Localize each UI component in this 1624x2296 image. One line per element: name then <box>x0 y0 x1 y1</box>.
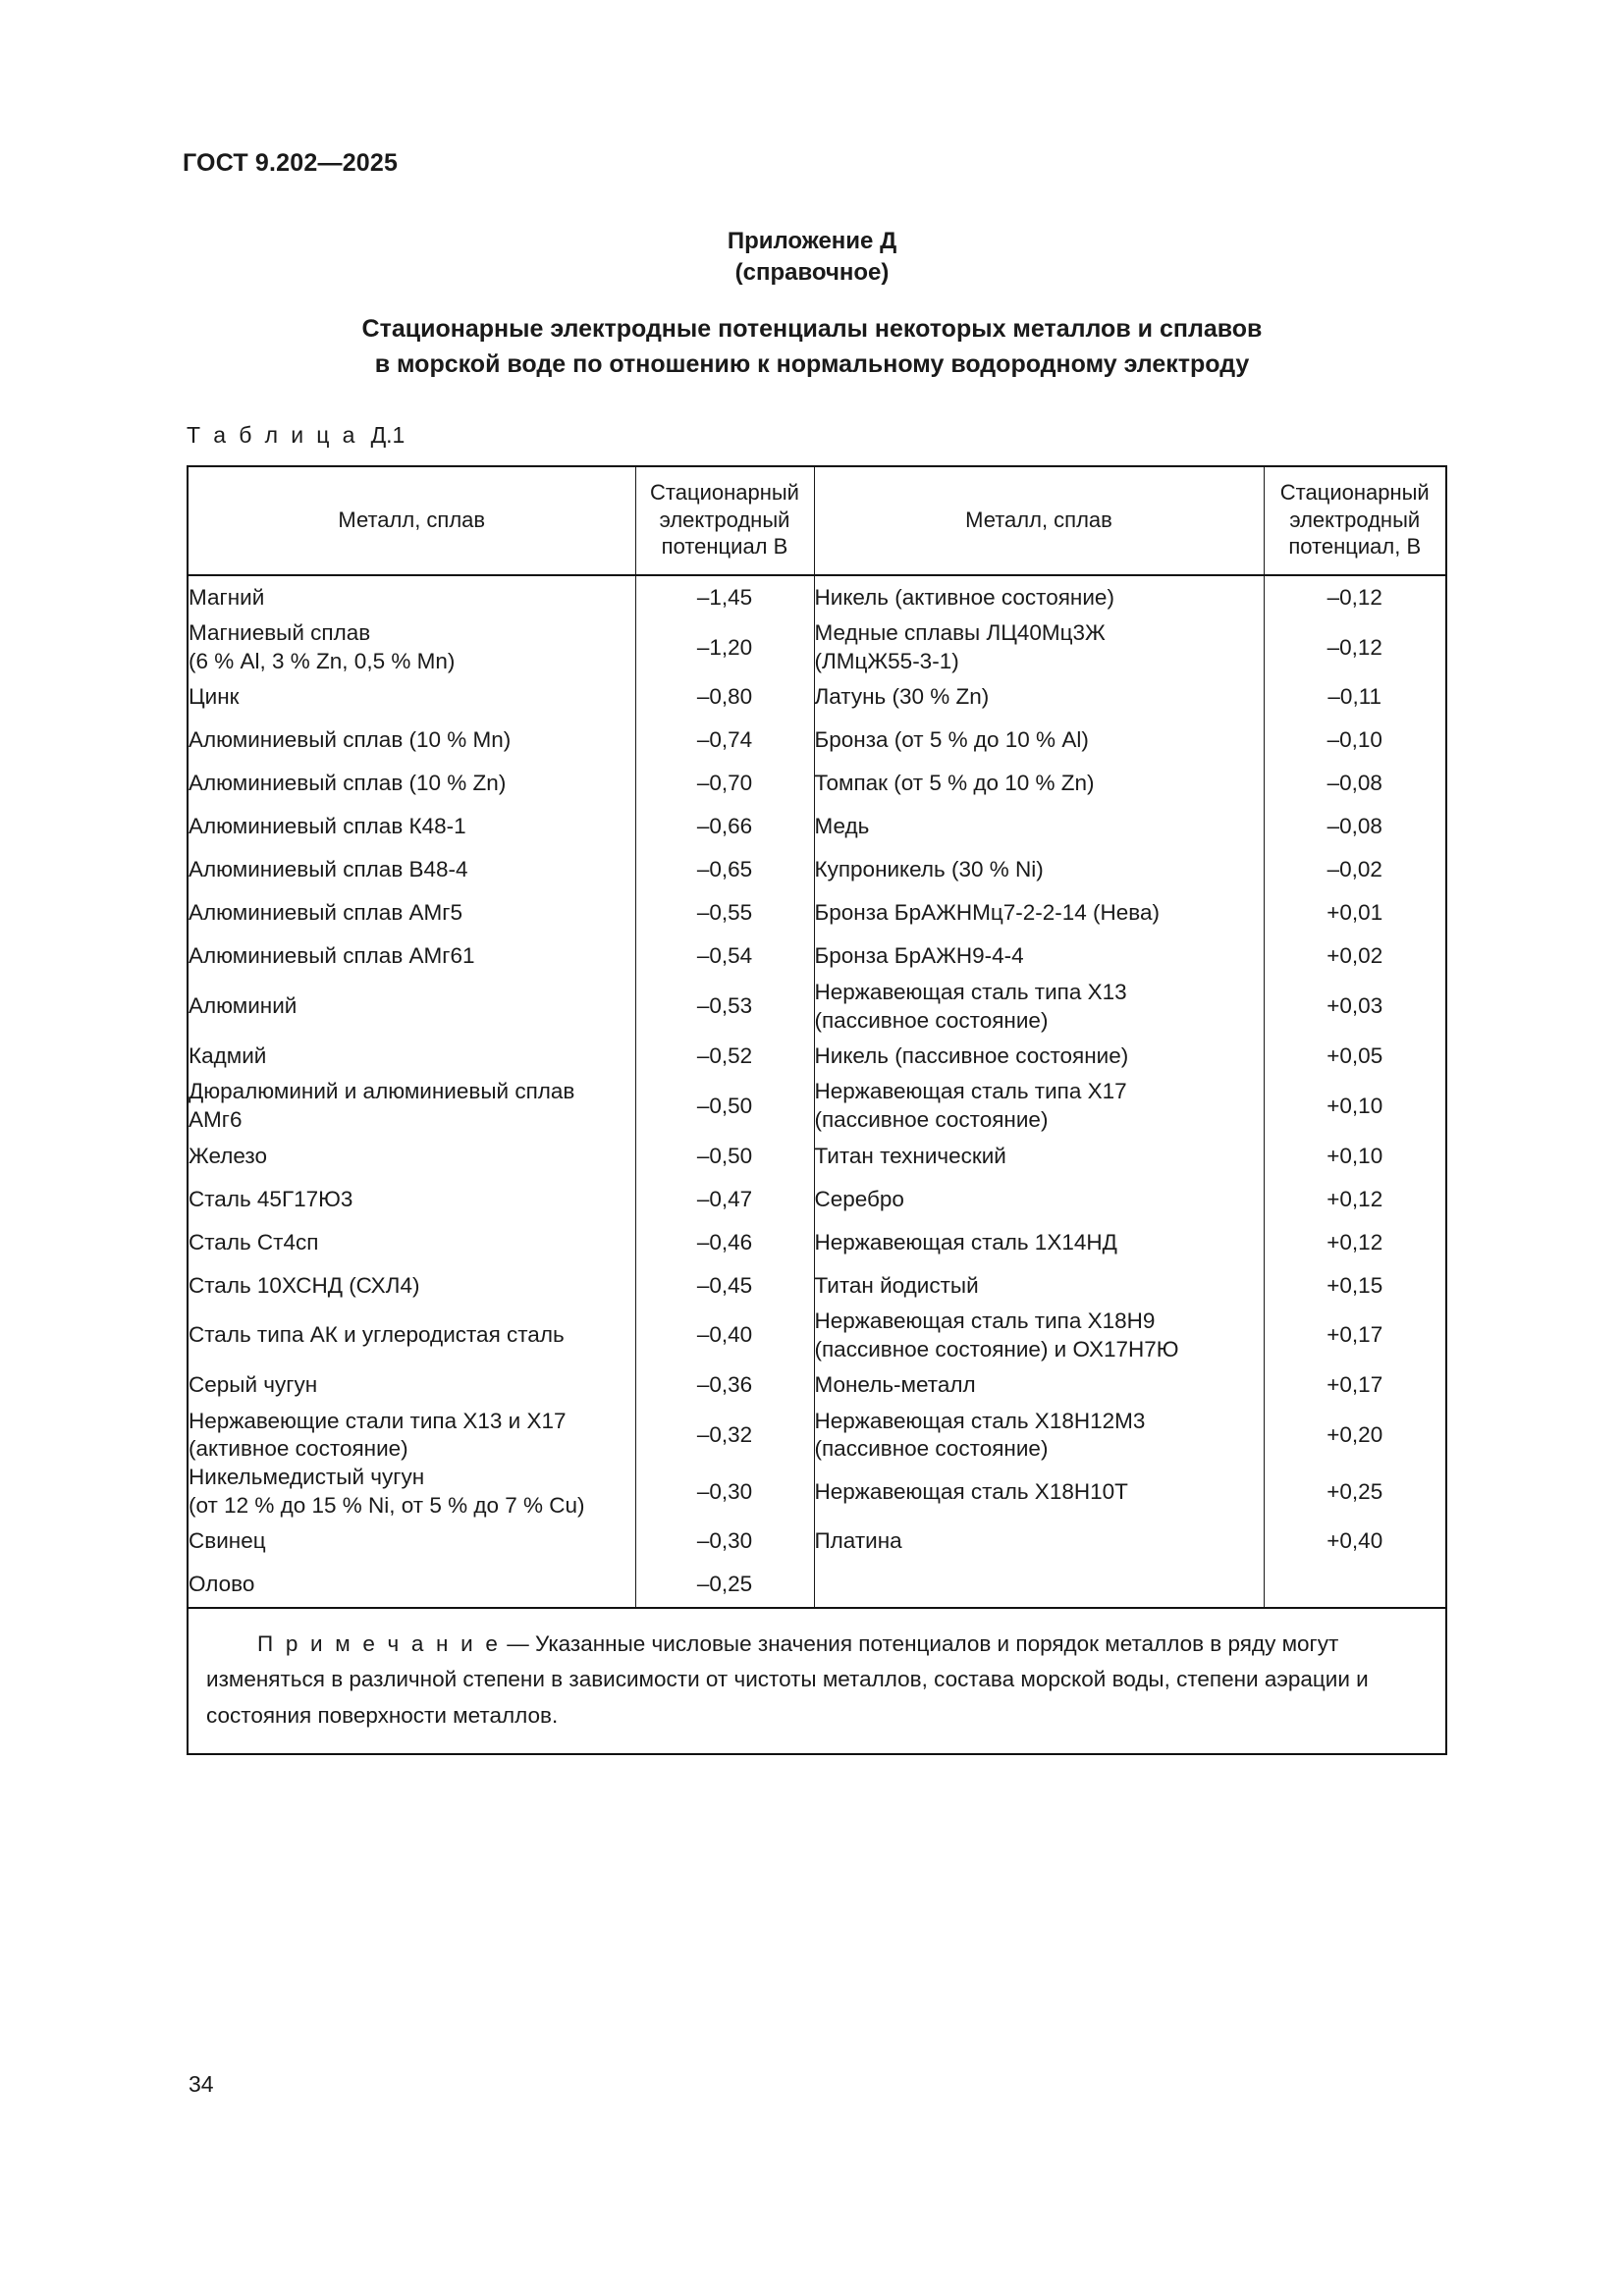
note-label: П р и м е ч а н и е <box>257 1630 502 1656</box>
cell-metal-left: Сталь 45Г17Ю3 <box>188 1178 635 1221</box>
cell-potential-left: –0,47 <box>635 1178 814 1221</box>
cell-potential-left: –1,20 <box>635 619 814 676</box>
header-potential-left-l3: потенциал В <box>661 534 788 560</box>
cell-potential-right: +0,10 <box>1264 1135 1446 1178</box>
cell-potential-left: –0,25 <box>635 1564 814 1608</box>
cell-potential-left: –0,55 <box>635 892 814 935</box>
page-title-line-2: в морской воде по отношению к нормальному водородному электроду <box>374 349 1250 378</box>
table-note-cell <box>188 1608 1446 1754</box>
cell-metal-left: Кадмий <box>188 1035 635 1078</box>
cell-metal-left: Свинец <box>188 1521 635 1564</box>
table-row <box>188 1078 1446 1135</box>
cell-metal-right: Медь <box>814 806 1264 849</box>
table-row <box>188 1178 1446 1221</box>
header-potential-right-l3: потенциал, В <box>1288 534 1422 560</box>
cell-potential-right: +0,01 <box>1264 892 1446 935</box>
cell-metal-right: Нержавеющая сталь Х18Н10Т <box>814 1464 1264 1521</box>
table-row <box>188 1408 1446 1465</box>
cell-potential-right: –0,08 <box>1264 763 1446 806</box>
cell-potential-left: –0,74 <box>635 720 814 763</box>
cell-potential-right: +0,17 <box>1264 1364 1446 1408</box>
cell-potential-right: –0,12 <box>1264 619 1446 676</box>
table-row <box>188 1564 1446 1608</box>
cell-potential-left: –0,66 <box>635 806 814 849</box>
table-row <box>188 1035 1446 1078</box>
cell-metal-left: Олово <box>188 1564 635 1608</box>
table-row <box>188 619 1446 676</box>
cell-potential-left: –0,52 <box>635 1035 814 1078</box>
cell-metal-right: Нержавеющая сталь Х18Н12М3 (пассивное состояние) <box>814 1408 1264 1465</box>
cell-potential-right: –0,11 <box>1264 676 1446 720</box>
cell-potential-right: +0,03 <box>1264 979 1446 1036</box>
cell-potential-left: –0,46 <box>635 1221 814 1264</box>
cell-potential-right: –0,08 <box>1264 806 1446 849</box>
cell-potential-right: +0,12 <box>1264 1178 1446 1221</box>
cell-metal-left: Алюминиевый сплав (10 % Zn) <box>188 763 635 806</box>
annex-label: Приложение Д <box>727 228 897 254</box>
cell-metal-left: Алюминиевый сплав (10 % Mn) <box>188 720 635 763</box>
cell-potential-left: –0,30 <box>635 1464 814 1521</box>
page-number: 34 <box>189 2071 214 2097</box>
cell-metal-right: Купроникель (30 % Ni) <box>814 849 1264 892</box>
cell-metal-right: Латунь (30 % Zn) <box>814 676 1264 720</box>
cell-potential-left: –0,30 <box>635 1521 814 1564</box>
cell-metal-right: Нержавеющая сталь 1Х14НД <box>814 1221 1264 1264</box>
cell-potential-right: –0,12 <box>1264 575 1446 619</box>
cell-metal-left: Сталь типа АК и углеродистая сталь <box>188 1308 635 1364</box>
cell-potential-left: –0,36 <box>635 1364 814 1408</box>
cell-potential-left: –0,54 <box>635 935 814 979</box>
cell-metal-left: Серый чугун <box>188 1364 635 1408</box>
note-text: — Указанные числовые значения потенциалов и порядок металлов в ряду могут изменяться в различной степени в зависимости от чистоты металлов, состава морской воды, степени аэрации и состояния поверхности металлов. <box>206 1630 1369 1728</box>
cell-metal-left: Железо <box>188 1135 635 1178</box>
table-caption-word: Т а б л и ц а <box>187 422 358 448</box>
header-potential-left-l1: Стационарный <box>650 480 799 505</box>
cell-metal-right: Медные сплавы ЛЦ40Мц3Ж (ЛМцЖ55-3-1) <box>814 619 1264 676</box>
cell-potential-left: –0,32 <box>635 1408 814 1465</box>
table-row <box>188 892 1446 935</box>
cell-potential-right: –0,02 <box>1264 849 1446 892</box>
table-row <box>188 1308 1446 1364</box>
cell-potential-left: –0,53 <box>635 979 814 1036</box>
running-head: ГОСТ 9.202—2025 <box>183 149 399 177</box>
table-note-body <box>188 1608 1446 1754</box>
cell-metal-left: Магниевый сплав (6 % Al, 3 % Zn, 0,5 % Mn) <box>188 619 635 676</box>
table-row <box>188 979 1446 1036</box>
cell-potential-left: –0,50 <box>635 1078 814 1135</box>
table-caption <box>187 422 405 449</box>
table-row <box>188 575 1446 619</box>
table-row <box>188 1221 1446 1264</box>
cell-metal-right: Никель (активное состояние) <box>814 575 1264 619</box>
cell-potential-right: +0,15 <box>1264 1264 1446 1308</box>
cell-potential-right: +0,40 <box>1264 1521 1446 1564</box>
cell-metal-left: Алюминиевый сплав АМг61 <box>188 935 635 979</box>
header-potential-right-l1: Стационарный <box>1279 480 1430 505</box>
cell-metal-right: Титан йодистый <box>814 1264 1264 1308</box>
page-title-line-1: Стационарные электродные потенциалы некоторых металлов и сплавов <box>361 315 1263 343</box>
cell-metal-left: Магний <box>188 575 635 619</box>
cell-potential-left: –0,80 <box>635 676 814 720</box>
table-d1-wrapper <box>187 465 1445 1755</box>
cell-potential-left: –0,45 <box>635 1264 814 1308</box>
table-d1 <box>187 465 1447 1755</box>
cell-metal-right: Бронза БрАЖН9-4-4 <box>814 935 1264 979</box>
cell-metal-right: Платина <box>814 1521 1264 1564</box>
cell-metal-right: Бронза БрАЖНМц7-2-2-14 (Нева) <box>814 892 1264 935</box>
table-row <box>188 1264 1446 1308</box>
header-potential-left-l2: электродный <box>659 507 790 532</box>
cell-metal-left: Алюминиевый сплав В48-4 <box>188 849 635 892</box>
cell-metal-left: Нержавеющие стали типа Х13 и Х17 (активное состояние) <box>188 1408 635 1465</box>
table-row <box>188 1521 1446 1564</box>
header-metal-right: Металл, сплав <box>814 466 1264 575</box>
table-row <box>188 676 1446 720</box>
header-metal-left: Металл, сплав <box>188 466 635 575</box>
cell-metal-right: Серебро <box>814 1178 1264 1221</box>
table-row <box>188 1464 1446 1521</box>
cell-metal-left: Цинк <box>188 676 635 720</box>
table-row <box>188 806 1446 849</box>
table-row <box>188 935 1446 979</box>
header-potential-right-l2: электродный <box>1289 507 1421 532</box>
cell-metal-left: Сталь Ст4сп <box>188 1221 635 1264</box>
cell-potential-left: –0,65 <box>635 849 814 892</box>
table-row <box>188 720 1446 763</box>
cell-metal-right: Титан технический <box>814 1135 1264 1178</box>
cell-metal-left: Алюминиевый сплав АМг5 <box>188 892 635 935</box>
cell-metal-right: Нержавеющая сталь типа Х18Н9 (пассивное состояние) и ОХ17Н7Ю <box>814 1308 1264 1364</box>
cell-potential-right <box>1264 1564 1446 1608</box>
cell-metal-left: Алюминиевый сплав К48-1 <box>188 806 635 849</box>
cell-potential-right: +0,25 <box>1264 1464 1446 1521</box>
header-potential-left <box>635 466 814 575</box>
cell-potential-right: –0,10 <box>1264 720 1446 763</box>
cell-metal-right: Нержавеющая сталь типа Х17 (пассивное состояние) <box>814 1078 1264 1135</box>
cell-potential-left: –0,70 <box>635 763 814 806</box>
cell-potential-right: +0,17 <box>1264 1308 1446 1364</box>
table-note-row <box>188 1608 1446 1754</box>
annex-kind: (справочное) <box>734 259 890 287</box>
cell-metal-left: Никельмедистый чугун (от 12 % до 15 % Ni, от 5 % до 7 % Cu) <box>188 1464 635 1521</box>
cell-potential-right: +0,20 <box>1264 1408 1446 1465</box>
cell-metal-left: Алюминий <box>188 979 635 1036</box>
cell-metal-right: Нержавеющая сталь типа Х13 (пассивное состояние) <box>814 979 1264 1036</box>
cell-metal-right: Бронза (от 5 % до 10 % Al) <box>814 720 1264 763</box>
table-caption-number: Д.1 <box>370 422 406 448</box>
cell-potential-right: +0,02 <box>1264 935 1446 979</box>
cell-metal-right <box>814 1564 1264 1608</box>
cell-metal-right: Никель (пассивное состояние) <box>814 1035 1264 1078</box>
cell-potential-right: +0,12 <box>1264 1221 1446 1264</box>
table-row <box>188 849 1446 892</box>
cell-potential-right: +0,10 <box>1264 1078 1446 1135</box>
cell-potential-right: +0,05 <box>1264 1035 1446 1078</box>
table-row <box>188 1135 1446 1178</box>
cell-potential-left: –0,40 <box>635 1308 814 1364</box>
header-potential-right <box>1264 466 1446 575</box>
cell-metal-left: Сталь 10ХСНД (СХЛ4) <box>188 1264 635 1308</box>
table-row <box>188 1364 1446 1408</box>
cell-metal-right: Монель-металл <box>814 1364 1264 1408</box>
table-header-row <box>188 466 1446 575</box>
annex-heading <box>183 226 1441 290</box>
cell-potential-left: –1,45 <box>635 575 814 619</box>
table-row <box>188 763 1446 806</box>
cell-metal-right: Томпак (от 5 % до 10 % Zn) <box>814 763 1264 806</box>
table-body <box>188 575 1446 1608</box>
cell-metal-left: Дюралюминий и алюминиевый сплав АМг6 <box>188 1078 635 1135</box>
cell-potential-left: –0,50 <box>635 1135 814 1178</box>
page-title <box>183 312 1441 382</box>
